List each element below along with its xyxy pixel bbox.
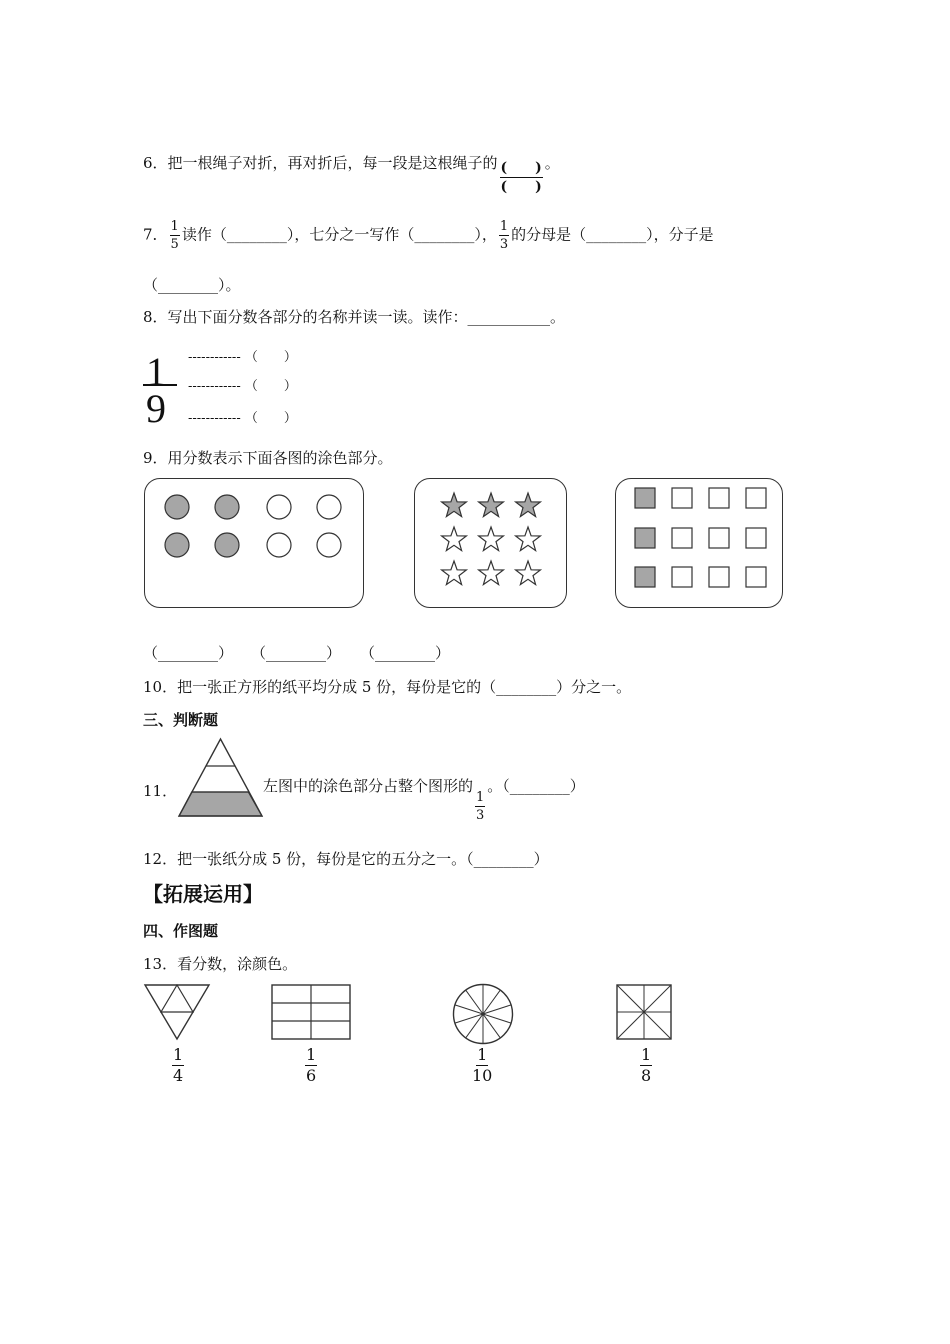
- q7-text-1[interactable]: 读作（________），七分之一写作（________），: [181, 225, 497, 244]
- circle-empty: [317, 533, 341, 557]
- q11-answer[interactable]: 。（________）: [487, 777, 585, 795]
- q9-answer-2[interactable]: （________）: [251, 644, 342, 662]
- question-9: 9．用分数表示下面各图的涂色部分。: [143, 449, 393, 467]
- q9-squares-svg: [615, 478, 783, 608]
- star-shaded: [479, 493, 504, 517]
- question-11: [263, 775, 585, 822]
- square-empty: [672, 488, 692, 508]
- star-empty: [442, 561, 467, 585]
- star-shaded: [442, 493, 467, 517]
- q13-rectangle-figure[interactable]: [271, 984, 351, 1040]
- q11-text: 左图中的涂色部分占整个图形的: [263, 777, 474, 795]
- q9-circles-svg: [144, 478, 364, 608]
- q9-answer-1[interactable]: （________）: [143, 644, 234, 662]
- square-shaded: [635, 488, 655, 508]
- question-6: [143, 152, 560, 194]
- q6-fraction-blank[interactable]: [500, 161, 543, 194]
- q13-fraction-1-10: $\frac{1}{10}$: [472, 1045, 493, 1085]
- star-empty: [479, 527, 504, 551]
- q13-fraction-1-4: $\frac{1}{4}$: [173, 1045, 184, 1085]
- q9-stars-svg: [414, 478, 566, 608]
- square-empty: [746, 567, 766, 587]
- extension-title: 【拓展运用】: [143, 882, 263, 906]
- star-shaded: [516, 493, 541, 517]
- q6-end: 。: [544, 154, 560, 172]
- q8-label-numerator[interactable]: ------------ （ ）: [188, 350, 297, 365]
- q9-answer-3[interactable]: （________）: [360, 644, 451, 662]
- square-empty: [709, 567, 729, 587]
- question-12[interactable]: 12．把一张纸分成 5 份，每份是它的五分之一。（________）: [143, 850, 549, 868]
- q13-square-figure[interactable]: [616, 984, 672, 1040]
- square-empty: [709, 528, 729, 548]
- question-13: 13．看分数，涂颜色。: [143, 955, 298, 973]
- q13-fraction-1-6: $\frac{1}{6}$: [306, 1045, 317, 1085]
- square-shaded: [635, 567, 655, 587]
- star-empty: [442, 527, 467, 551]
- q7-fraction-1-5: $\frac{1}{5}$: [170, 219, 179, 252]
- square-empty: [672, 528, 692, 548]
- circle-shaded: [215, 495, 239, 519]
- circle-shaded: [165, 495, 189, 519]
- q11-fraction: $\frac{1}{3}$: [476, 790, 485, 823]
- square-shaded: [635, 528, 655, 548]
- q13-triangle-figure[interactable]: [144, 984, 210, 1040]
- circle-empty: [267, 533, 291, 557]
- q7-fraction-1-3: $\frac{1}{3}$: [499, 219, 509, 252]
- circle-empty: [317, 495, 341, 519]
- q11-number: 11．: [143, 782, 178, 800]
- square-empty: [746, 488, 766, 508]
- square-empty: [746, 528, 766, 548]
- section-4-title: 四、作图题: [143, 922, 219, 940]
- q6-text: 6．把一根绳子对折，再对折后，每一段是这根绳子的: [143, 154, 498, 172]
- q6-numerator-blank[interactable]: ( ): [500, 160, 542, 176]
- square-empty: [709, 488, 729, 508]
- question-8: 8．写出下面分数各部分的名称并读一读。读作：___________。: [143, 308, 566, 326]
- q8-label-denominator[interactable]: ------------ （ ）: [188, 411, 297, 426]
- q8-label-bar[interactable]: ------------ （ ）: [188, 379, 297, 394]
- circle-empty: [267, 495, 291, 519]
- star-empty: [516, 561, 541, 585]
- star-empty: [479, 561, 504, 585]
- circle-shaded: [215, 533, 239, 557]
- question-7: [143, 220, 714, 251]
- q8-numerator: 1: [146, 349, 166, 394]
- q7-text-2[interactable]: 的分母是（________），分子是: [511, 225, 714, 244]
- q13-fraction-1-8: $\frac{1}{8}$: [641, 1045, 652, 1085]
- q11-triangle: [178, 738, 264, 818]
- q7-number: 7．: [143, 225, 168, 244]
- star-empty: [516, 527, 541, 551]
- q13-circle-figure[interactable]: [452, 983, 514, 1045]
- square-empty: [672, 567, 692, 587]
- circle-shaded: [165, 533, 189, 557]
- question-10[interactable]: 10．把一张正方形的纸平均分成 5 份，每份是它的（________）分之一。: [143, 678, 632, 696]
- q8-denominator: 9: [146, 386, 166, 431]
- q6-denominator-blank[interactable]: ( ): [500, 179, 542, 195]
- section-3-title: 三、判断题: [143, 711, 219, 729]
- q7-line2[interactable]: （________）。: [143, 276, 241, 294]
